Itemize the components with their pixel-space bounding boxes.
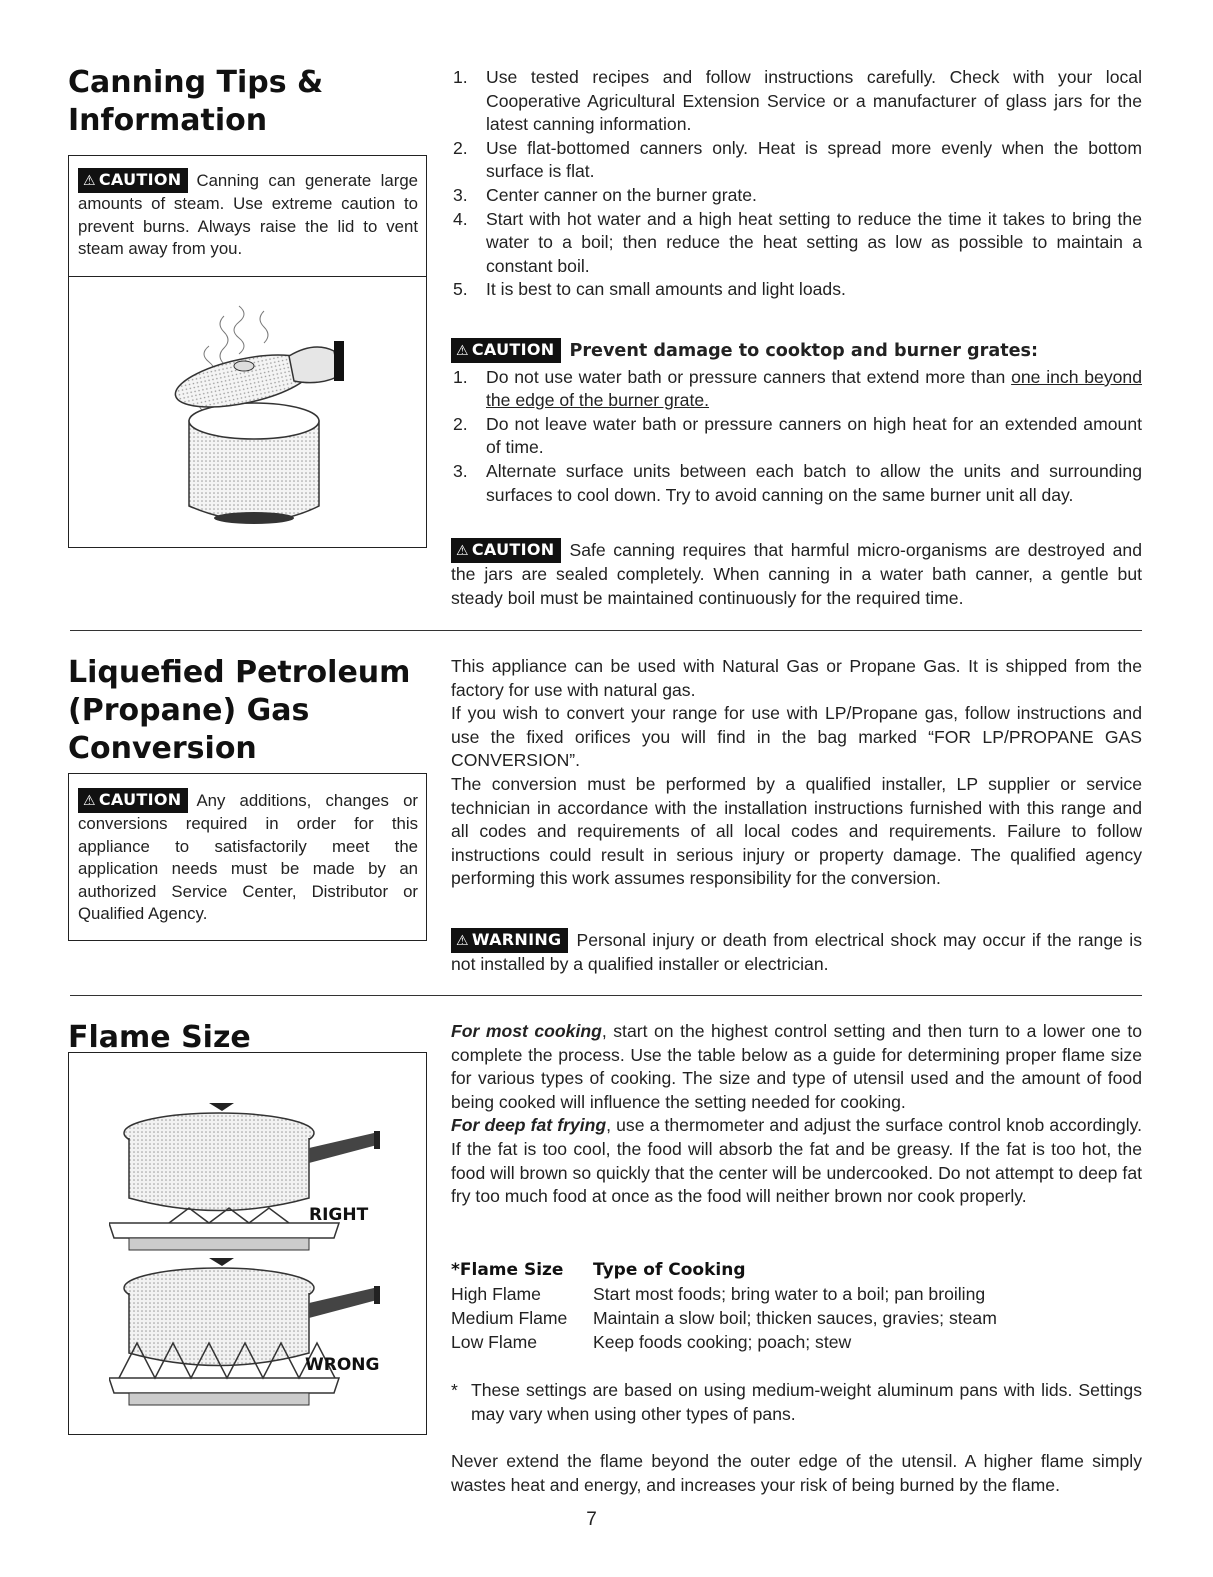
canning-side-caution: ⚠ CAUTION Canning can generate large amounts of steam. Use extreme caution to prevent burns. Always raise the lid to vent steam away from you. <box>78 170 418 259</box>
label-wrong: WRONG <box>305 1355 380 1375</box>
flame-illustration-box <box>68 1052 427 1435</box>
caution2-list <box>451 366 1142 508</box>
canning-steps-block <box>451 66 1142 302</box>
canner-pot-illustration <box>149 296 349 541</box>
canning-caution3: ⚠ CAUTION Safe canning requires that harmful micro-organisms are destroyed and the jars are sealed completely. When canning in a water bath canner, a gentle but steady boil must be maintained continuously for the required time. <box>451 540 1142 608</box>
table-cell: Keep foods cooking; poach; stew <box>593 1332 852 1352</box>
table-header: *Flame Size <box>451 1260 564 1280</box>
table-cell: Low Flame <box>451 1332 538 1352</box>
list-item: 1. Do not use water bath or pressure canners that extend more than one inch beyond the edge of the burner grate. <box>453 366 1142 411</box>
canning-title <box>68 64 323 140</box>
canning-title-line1: Canning Tips & <box>68 65 324 100</box>
pan-right-illustration <box>109 1103 409 1253</box>
lp-para3: The conversion must be performed by a qualified installer, LP supplier or service technician in accordance with the installation instructions furnished with this range and all codes and requirements of all local codes and requirements. Failure to follow instructions could result in serious injury or property damage. The qualified agency performing this work assumes responsibility for the conversion. <box>451 773 1142 889</box>
table-cell: Maintain a slow boil; thicken sauces, gravies; steam <box>593 1308 997 1328</box>
flame-footnote <box>451 1379 1142 1426</box>
list-item: 5. It is best to can small amounts and light loads. <box>453 279 846 300</box>
canning-steps-list <box>451 66 1142 302</box>
lp-title-line3: Conversion <box>68 731 257 766</box>
page-number: 7 <box>586 1509 597 1530</box>
flame-para2: For deep fat frying, use a thermometer and adjust the surface control knob accordingly. If the fat is too cool, the food will absorb the fat and be greasy. If the fat is too hot, the food will brown so quickly that the center will be undercooked. Do not attempt to deep fat fry too much food at once as the food will neither brown nor cook properly. <box>451 1115 1142 1207</box>
table-row <box>451 1306 997 1330</box>
section-divider <box>70 995 1142 996</box>
caution2-heading-row <box>451 338 1142 364</box>
warning-triangle-icon: ⚠ <box>83 793 96 809</box>
flame-body <box>451 1020 1142 1209</box>
footnote-mark: * <box>451 1380 458 1400</box>
pan-wrong-illustration <box>109 1258 409 1408</box>
list-item: 3. Alternate surface units between each batch to allow the units and surrounding surfaces to cool down. Try to avoid canning on the same burner unit all day. <box>453 460 1142 505</box>
warning-triangle-icon: ⚠ <box>456 543 469 559</box>
warning-triangle-icon: ⚠ <box>456 933 469 949</box>
list-item: 2. Use flat-bottomed canners only. Heat is spread more evenly when the bottom surface is flat. <box>453 137 1142 182</box>
lp-title <box>68 654 410 768</box>
section-divider <box>70 630 1142 631</box>
list-item: 3. Center canner on the burner grate. <box>453 184 757 205</box>
label-right: RIGHT <box>309 1205 369 1225</box>
table-row <box>451 1330 997 1354</box>
lp-side-caution: ⚠ CAUTION Any additions, changes or conversions required in order for this appliance to satisfactorily meet the application needs must be made by an authorized Service Center, Distributor or Qualified Agency. <box>78 790 418 924</box>
lp-para2: If you wish to convert your range for use with LP/Propane gas, follow instructions and use the fixed orifices you will find in the bag marked “FOR LP/PROPANE GAS CONVERSION”. <box>451 703 1142 771</box>
box-divider <box>69 276 426 277</box>
lp-body <box>451 655 1142 891</box>
warning-badge: ⚠ WARNING <box>451 928 568 953</box>
lp-caution-box <box>68 773 427 941</box>
lp-title-line2: (Propane) Gas <box>68 693 310 728</box>
table-cell: Start most foods; bring water to a boil; pan broiling <box>593 1284 986 1304</box>
warning-triangle-icon: ⚠ <box>456 343 469 359</box>
lp-title-line1: Liquefied Petroleum <box>68 655 411 690</box>
flame-closing: Never extend the flame beyond the outer edge of the utensil. A higher flame simply wastes heat and energy, and increases your risk of being burned by the flame. <box>451 1451 1142 1495</box>
list-item: 2. Do not leave water bath or pressure canners on high heat for an extended amount of time. <box>453 413 1142 458</box>
caution-badge: ⚠ CAUTION <box>78 788 188 813</box>
flame-title: Flame Size <box>68 1020 251 1055</box>
lp-warning: ⚠ WARNING Personal injury or death from electrical shock may occur if the range is not installed by a qualified installer or electrician. <box>451 930 1142 974</box>
canning-caution-box <box>68 155 427 548</box>
list-item: 1. Use tested recipes and follow instructions carefully. Check with your local Cooperative Agricultural Extension Service or a manufacturer of glass jars for the latest canning information. <box>453 67 1142 135</box>
list-item: 4. Start with hot water and a high heat setting to reduce the time it takes to bring the water to a boil; then reduce the heat setting as low as possible to maintain a constant boil. <box>453 208 1142 276</box>
table-cell: High Flame <box>451 1284 541 1304</box>
table-header: Type of Cooking <box>593 1260 746 1280</box>
table-header-row <box>451 1258 997 1282</box>
canning-title-line2: Information <box>68 103 268 138</box>
caution-badge: ⚠ CAUTION <box>451 338 561 363</box>
warning-triangle-icon: ⚠ <box>83 173 96 189</box>
caution2-heading: Prevent damage to cooktop and burner grates: <box>569 341 1039 361</box>
table-row <box>451 1282 997 1306</box>
caution-badge: ⚠ CAUTION <box>451 538 561 563</box>
table-cell: Medium Flame <box>451 1308 568 1328</box>
footnote-text: These settings are based on using medium-weight aluminum pans with lids. Settings may vary when using other types of pans. <box>471 1380 1142 1424</box>
flame-size-table <box>451 1258 997 1354</box>
caution-badge: ⚠ CAUTION <box>78 168 188 193</box>
lp-para1: This appliance can be used with Natural Gas or Propane Gas. It is shipped from the factory for use with natural gas. <box>451 656 1142 700</box>
canning-caution2-block <box>451 338 1142 507</box>
flame-para1: For most cooking, start on the highest control setting and then turn to a lower one to complete the process. Use the table below as a guide for determining proper flame size for various types of cooking. The size and type of utensil used and the amount of food being cooked will influence the setting needed for cooking. <box>451 1021 1142 1112</box>
